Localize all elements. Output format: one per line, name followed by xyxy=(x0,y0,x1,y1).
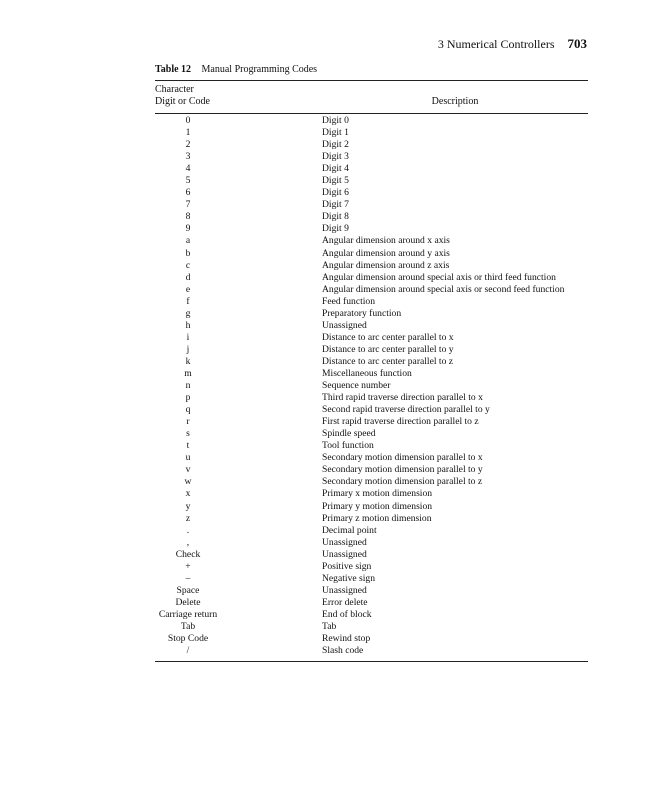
table-row xyxy=(155,368,588,380)
code-cell: m xyxy=(184,367,192,379)
description-cell: Secondary motion dimension parallel to y xyxy=(322,464,483,476)
description-cell: Angular dimension around x axis xyxy=(322,235,450,247)
table-row xyxy=(155,609,588,621)
table-row xyxy=(155,151,588,163)
description-cell: Unassigned xyxy=(322,584,367,596)
description-cell: Angular dimension around special axis or second feed function xyxy=(322,283,565,295)
code-cell: . xyxy=(186,524,190,536)
description-cell: Miscellaneous function xyxy=(322,367,412,379)
code-cell: x xyxy=(185,488,191,500)
code-cell: Check xyxy=(175,548,201,560)
code-cell: 1 xyxy=(185,127,191,139)
table-row xyxy=(155,561,588,573)
table-body xyxy=(155,115,588,657)
description-cell: Digit 3 xyxy=(322,151,349,163)
table-row xyxy=(155,501,588,513)
description-cell: Primary x motion dimension xyxy=(322,488,433,500)
description-cell: Secondary motion dimension parallel to x xyxy=(322,452,483,464)
description-cell: End of block xyxy=(322,608,372,620)
code-cell: + xyxy=(185,560,191,572)
description-cell: Digit 2 xyxy=(322,139,349,151)
table-row xyxy=(155,115,588,127)
code-cell: s xyxy=(186,428,190,440)
table-row xyxy=(155,284,588,296)
code-cell: f xyxy=(186,295,190,307)
table-row xyxy=(155,525,588,537)
code-cell: h xyxy=(185,319,191,331)
table-row xyxy=(155,163,588,175)
table-row xyxy=(155,187,588,199)
table-row xyxy=(155,211,588,223)
page-header xyxy=(438,36,587,52)
chapter-label: 3 Numerical Controllers xyxy=(437,37,555,51)
description-cell: Digit 6 xyxy=(322,187,349,199)
description-cell: Error delete xyxy=(322,596,368,608)
description-cell: Second rapid traverse direction parallel to y xyxy=(322,404,490,416)
description-cell: Angular dimension around special axis or third feed function xyxy=(322,271,556,283)
table-row xyxy=(155,260,588,272)
description-cell: Digit 9 xyxy=(322,223,349,235)
description-cell: Digit 8 xyxy=(322,211,349,223)
code-cell: 8 xyxy=(185,211,191,223)
description-cell: Digit 4 xyxy=(322,163,349,175)
table-row xyxy=(155,416,588,428)
description-cell: Positive sign xyxy=(322,560,372,572)
description-cell: First rapid traverse direction parallel to z xyxy=(322,416,479,428)
table-row xyxy=(155,573,588,585)
code-cell: t xyxy=(186,440,190,452)
table-header-rule xyxy=(155,113,588,114)
code-cell: – xyxy=(185,572,191,584)
description-column-header: Description xyxy=(431,96,479,107)
description-cell: Primary y motion dimension xyxy=(322,500,433,512)
table-row xyxy=(155,199,588,211)
code-column-header-line2: Digit or Code xyxy=(155,96,210,107)
description-cell: Digit 5 xyxy=(322,175,349,187)
code-cell: 5 xyxy=(185,175,191,187)
code-cell: Space xyxy=(176,584,200,596)
description-cell: Preparatory function xyxy=(322,307,402,319)
code-cell: n xyxy=(185,380,191,392)
table-row xyxy=(155,404,588,416)
table-row xyxy=(155,296,588,308)
code-cell: c xyxy=(185,259,191,271)
table-row xyxy=(155,380,588,392)
description-cell: Unassigned xyxy=(322,548,367,560)
description-cell: Unassigned xyxy=(322,536,367,548)
description-cell: Distance to arc center parallel to y xyxy=(322,343,454,355)
description-cell: Negative sign xyxy=(322,572,376,584)
code-cell: d xyxy=(185,271,191,283)
table-row xyxy=(155,320,588,332)
description-cell: Angular dimension around z axis xyxy=(322,259,450,271)
table-row xyxy=(155,476,588,488)
table-number: Table 12 xyxy=(155,64,192,75)
code-cell: e xyxy=(185,283,191,295)
code-cell: 0 xyxy=(185,115,191,126)
code-cell: q xyxy=(185,404,191,416)
code-cell: p xyxy=(185,392,191,404)
description-cell: Digit 7 xyxy=(322,199,349,211)
code-cell: y xyxy=(185,500,191,512)
table-bottom-rule xyxy=(155,661,588,662)
table-row xyxy=(155,585,588,597)
table-row xyxy=(155,633,588,645)
description-cell: Secondary motion dimension parallel to z xyxy=(322,476,483,488)
code-cell: r xyxy=(186,416,190,428)
table-row xyxy=(155,344,588,356)
code-cell: Delete xyxy=(175,596,201,608)
description-cell: Rewind stop xyxy=(322,633,371,645)
table-row xyxy=(155,645,588,657)
table-row xyxy=(155,621,588,633)
table-row xyxy=(155,537,588,549)
table-title: Manual Programming Codes xyxy=(201,64,318,75)
description-cell: Digit 1 xyxy=(322,127,349,139)
code-cell: i xyxy=(186,331,190,343)
code-cell: 4 xyxy=(185,163,191,175)
table-row xyxy=(155,597,588,609)
table-row xyxy=(155,223,588,235)
description-cell: Spindle speed xyxy=(322,428,376,440)
code-cell: z xyxy=(185,512,191,524)
table-row xyxy=(155,513,588,525)
description-cell: Unassigned xyxy=(322,319,367,331)
table-row xyxy=(155,248,588,260)
table-row xyxy=(155,464,588,476)
table-row xyxy=(155,127,588,139)
table-row xyxy=(155,428,588,440)
table-row xyxy=(155,235,588,247)
description-cell: Primary z motion dimension xyxy=(322,512,432,524)
code-cell: b xyxy=(185,247,191,259)
code-cell: 3 xyxy=(185,151,191,163)
code-cell: u xyxy=(185,452,191,464)
code-column-header xyxy=(155,84,210,108)
code-cell: Tab xyxy=(180,620,196,632)
table-row xyxy=(155,175,588,187)
description-cell: Tab xyxy=(322,620,337,632)
code-cell: a xyxy=(185,235,191,247)
code-cell: j xyxy=(186,343,190,355)
code-cell: , xyxy=(186,536,190,548)
description-cell: Distance to arc center parallel to z xyxy=(322,355,454,367)
table-row xyxy=(155,549,588,561)
code-cell: v xyxy=(185,464,191,476)
code-cell: w xyxy=(184,476,192,488)
table-row xyxy=(155,440,588,452)
page-number: 703 xyxy=(567,36,587,51)
code-cell: Stop Code xyxy=(167,633,209,645)
table-row xyxy=(155,308,588,320)
description-cell: Decimal point xyxy=(322,524,377,536)
table-row xyxy=(155,452,588,464)
code-cell: 6 xyxy=(185,187,191,199)
code-cell: 2 xyxy=(185,139,191,151)
code-cell: 9 xyxy=(185,223,191,235)
code-cell: Carriage return xyxy=(158,608,218,620)
description-cell: Third rapid traverse direction parallel to x xyxy=(322,392,483,404)
description-cell: Tool function xyxy=(322,440,374,452)
code-cell: g xyxy=(185,307,191,319)
table-row xyxy=(155,272,588,284)
code-cell: k xyxy=(185,355,191,367)
description-cell: Slash code xyxy=(322,645,364,657)
description-cell: Distance to arc center parallel to x xyxy=(322,331,454,343)
table-row xyxy=(155,139,588,151)
description-cell: Angular dimension around y axis xyxy=(322,247,450,259)
table-row xyxy=(155,392,588,404)
code-column-header-line1: Character xyxy=(155,84,194,95)
table-row xyxy=(155,356,588,368)
table-row xyxy=(155,488,588,500)
code-cell: / xyxy=(186,645,190,657)
code-cell: 7 xyxy=(185,199,191,211)
table-top-rule xyxy=(155,80,588,81)
table-row xyxy=(155,332,588,344)
description-cell: Feed function xyxy=(322,295,376,307)
table-caption xyxy=(155,64,317,75)
description-cell: Sequence number xyxy=(322,380,391,392)
description-cell: Digit 0 xyxy=(322,115,349,126)
